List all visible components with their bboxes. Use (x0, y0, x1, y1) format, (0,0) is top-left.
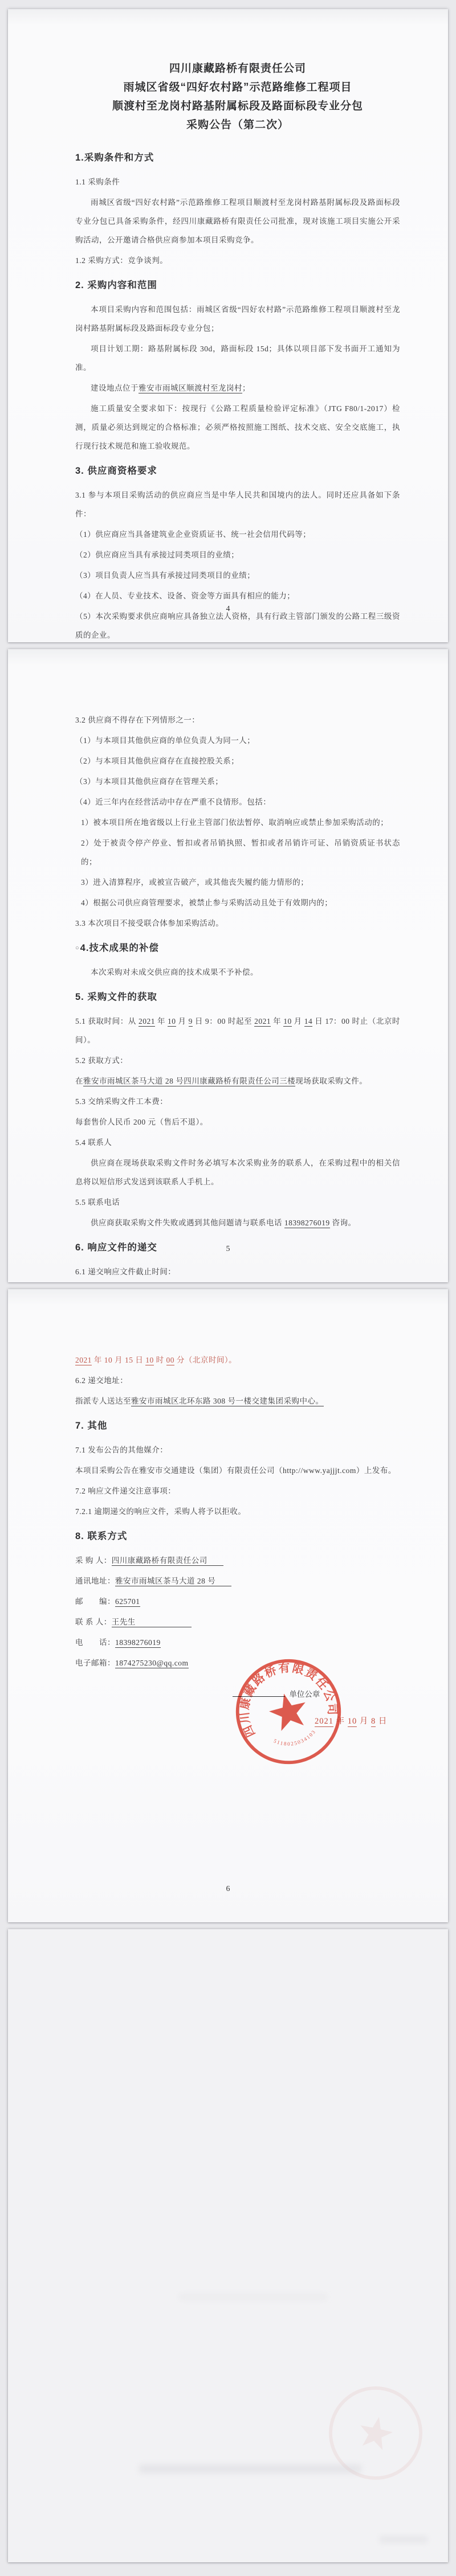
paragraph (75, 399, 400, 456)
text-run: 采 购 人： (75, 1556, 112, 1565)
seal-star-icon (266, 1689, 311, 1733)
paragraph (75, 873, 400, 892)
text-run: 月 (291, 1017, 304, 1026)
text-run: 3.2 供应商不得存在下列情形之一： (75, 716, 200, 724)
page-3-content (8, 1351, 448, 1672)
text-run: 雅安市雨城区茶马大道 28 号 (115, 1577, 232, 1585)
text-run: 现场获取采购文件。 (295, 1077, 368, 1085)
paragraph (75, 1592, 400, 1611)
section-heading (75, 1527, 400, 1546)
text-run: 10 (145, 1356, 154, 1364)
text-run: 年 (271, 1017, 284, 1026)
text-run: 四川康藏路桥有限责任公司 (111, 1556, 223, 1565)
title-line: 采购公告（第二次） (186, 119, 289, 131)
text-run: 电 话： (75, 1638, 115, 1647)
text-run: 咨询。 (329, 1219, 356, 1227)
text-run: （2）与本项目其他供应商存在直接控股关系； (75, 757, 239, 765)
text-run: 7.1 发布公告的其他媒介： (75, 1446, 168, 1454)
seal-company-text: 四川康藏路桥有限责任公司 (238, 1662, 339, 1739)
stamp-date-sep: 年 (333, 1717, 348, 1726)
section-heading (75, 148, 400, 167)
paragraph (75, 1072, 400, 1090)
paragraph (75, 963, 400, 982)
paragraph (75, 379, 400, 397)
text-run: 本项目采购公告在雅安市交通建设（集团）有限责任公司（http://www.yajjjt.com）上发布。 (75, 1466, 396, 1475)
text-run: 1.1 采购条件 (75, 178, 120, 186)
text-run: 雅安市雨城区北环东路 308 号一楼交建集团采购中心。 (131, 1397, 324, 1405)
title-line: 顺渡村至龙岗村路基附属标段及路面标段专业分包 (112, 100, 363, 112)
stamp-date-sep: 月 (357, 1717, 371, 1726)
page-number: 4 (226, 605, 230, 613)
checkbox-mark-artifact: ○ (75, 945, 80, 951)
stamp-date-year: 2021 (315, 1717, 333, 1726)
text-run: （5）本次采购要求供应商响应具备独立法人资格，具有行政主管部门颁发的公路工程三级资质的企业。 (75, 612, 400, 639)
paragraph (75, 545, 400, 564)
text-run: 3. 供应商资格要求 (75, 466, 157, 476)
text-run: 00 (166, 1356, 174, 1364)
text-run: 9 (188, 1017, 193, 1026)
text-run: （2）供应商应当具有承接过同类项目的业绩； (75, 551, 239, 559)
section-heading (75, 461, 400, 481)
text-run: 指派专人送达至 (75, 1397, 131, 1405)
paragraph (75, 1482, 400, 1500)
paragraph (75, 1051, 400, 1070)
text-run: 5. 采购文件的获取 (75, 992, 157, 1002)
text-run: 年 10 月 15 日 (92, 1356, 146, 1364)
paragraph (75, 1613, 400, 1631)
paragraph (75, 772, 400, 791)
text-run: 5.3 交纳采购文件工本费： (75, 1097, 168, 1106)
document-page-4 (8, 1929, 448, 2562)
text-run: 在 (75, 1077, 83, 1085)
text-run: 10 (168, 1017, 176, 1026)
text-run: 施工质量安全要求如下：按现行《公路工程质量检验评定标准》（JTG F80/1-2017）检测，质量必须达到规定的合格标准；必须严格按照施工图纸、技术交底、安全交底施工，执行现行技术规范和施工验收规范。 (75, 404, 400, 450)
paragraph (75, 793, 400, 811)
text-run: 2021 (138, 1017, 155, 1026)
text-run: 雅安市雨城区顺渡村至龙岗村 (139, 384, 242, 392)
text-run: 通讯地址： (75, 1577, 115, 1585)
paragraph (75, 1551, 400, 1570)
section-heading (75, 1416, 400, 1435)
text-run: 5.4 联系人 (75, 1138, 112, 1147)
paragraph (75, 300, 400, 338)
text-run: 18398276019 (115, 1638, 161, 1647)
page-1-content (8, 59, 448, 642)
section-heading (75, 987, 400, 1007)
paragraph (75, 1193, 400, 1212)
section-heading (75, 276, 400, 295)
paragraph (75, 834, 400, 871)
text-run: （4）近三年内在经营活动中存在严重不良情形。包括： (75, 798, 271, 806)
text-run: 2021 (75, 1356, 92, 1364)
text-run: 1）被本项目所在地省级以上行业主管部门依法暂停、取消响应或禁止参加采购活动的； (81, 818, 389, 827)
text-run: 雨城区省级“四好农村路”示范路维修工程项目顺渡村至龙岗村路基附属标段及路面标段专业分包已具备采购条件，经四川康藏路桥有限责任公司批准，现对该施工项目实施公开采购活动，公开邀请合格供应商参加本项目采购竞争。 (75, 198, 400, 244)
text-run: 供应商获取采购文件失败或遇到其他问题请与联系电话 (91, 1219, 284, 1227)
text-run: 1.2 采购方式：竞争谈判。 (75, 256, 168, 265)
text-run: 6. 响应文件的递交 (75, 1242, 157, 1253)
bleed-through-smudge (179, 2294, 327, 2300)
text-run: 月 (176, 1017, 189, 1026)
text-run: 4.技术成果的补偿 (80, 943, 159, 953)
text-run: 供应商在现场获取采购文件时务必填写本次采购业务的联系人，在采购过程中的相关信息将以短信形式发送到该联系人手机上。 (75, 1159, 400, 1186)
stamp-date-day: 8 (371, 1717, 376, 1726)
text-run: 分（北京时间）。 (174, 1356, 237, 1364)
text-run: 1874275230@qq.com (115, 1659, 189, 1667)
text-run: 6.1 递交响应文件截止时间： (75, 1268, 176, 1276)
paragraph (75, 1012, 400, 1049)
stamp-date-month: 10 (347, 1717, 357, 1726)
paragraph (75, 1633, 400, 1652)
text-run: 年 (154, 1017, 168, 1026)
text-run: 时 (153, 1356, 166, 1364)
text-run: （3）与本项目其他供应商存在管理关系； (75, 777, 223, 786)
paragraph (75, 193, 400, 249)
text-run: 625701 (115, 1597, 140, 1606)
paragraph (75, 1262, 400, 1281)
page-number: 5 (226, 1245, 230, 1253)
text-run: 2. 采购内容和范围 (75, 280, 157, 290)
text-run: （1）供应商应当具备建筑业企业资质证书、统一社会信用代码等； (75, 530, 311, 539)
paragraph (75, 1154, 400, 1191)
bleed-through-smudge (380, 2536, 427, 2543)
paragraph (75, 711, 400, 729)
seal-code-text: 5118025034103 (272, 1728, 317, 1747)
stamp-date (315, 1714, 387, 1726)
paragraph (75, 1351, 400, 1369)
text-run: 7.2.1 逾期递交的响应文件，采购人将予以拒收。 (75, 1507, 246, 1516)
text-run: ； (242, 384, 250, 392)
page-number: 6 (226, 1885, 230, 1893)
text-run: 日 9：00 时起至 (192, 1017, 255, 1026)
paragraph (75, 1213, 400, 1232)
text-run: 本项目采购内容和范围包括：雨城区省级“四好农村路”示范路维修工程项目顺渡村至龙岗村路基附属标段及路面标段专业分包； (75, 305, 400, 333)
document-title (75, 59, 400, 134)
text-run: （3）项目负责人应当具有承接过同类项目的业绩； (75, 571, 255, 580)
text-run: 3）进入清算程序，或被宣告破产，或其他丧失履约能力情形的； (81, 878, 309, 887)
title-line: 四川康藏路桥有限责任公司 (169, 63, 306, 75)
document-page-2 (8, 649, 448, 1282)
paragraph (75, 339, 400, 377)
paragraph (75, 1502, 400, 1521)
paragraph (75, 731, 400, 750)
paragraph (75, 525, 400, 544)
paragraph (75, 914, 400, 933)
paragraph (75, 1441, 400, 1459)
text-run: 10 (283, 1017, 292, 1026)
text-run: 日 17：00 时止（北京时间）。 (75, 1017, 401, 1044)
text-run: 雅安市雨城区茶马大道 28 号四川康藏路桥有限责任公司三楼 (83, 1077, 296, 1085)
text-run: 8. 联系方式 (75, 1531, 128, 1541)
paragraph (75, 586, 400, 605)
text-run: 6.2 递交地址： (75, 1376, 128, 1385)
text-run: 3.3 本次项目不接受联合体参加采购活动。 (75, 919, 224, 928)
text-run: （1）与本项目其他供应商的单位负责人为同一人； (75, 736, 255, 745)
text-run: 建设地点位于 (91, 384, 139, 392)
stamp-date-sep: 日 (376, 1717, 388, 1726)
text-run: 王先生 (111, 1618, 192, 1626)
paragraph (75, 251, 400, 270)
document-page-1 (8, 9, 448, 642)
text-run: 电子邮箱： (75, 1659, 115, 1667)
text-run: 5.5 联系电话 (75, 1198, 120, 1207)
text-run: 5.1 获取时间：从 (75, 1017, 139, 1026)
bleed-through-smudge (139, 2464, 361, 2474)
text-run: 7.2 响应文件递交注意事项： (75, 1487, 176, 1495)
paragraph (75, 566, 400, 585)
stamp-label: 单位公章 (289, 1690, 320, 1699)
document-page-3 (8, 1289, 448, 1922)
text-run: 2）处于被责令停产停业、暂扣或者吊销执照、暂扣或者吊销许可证、吊销资质证书状态的； (81, 839, 400, 866)
paragraph (75, 486, 400, 523)
paragraph (75, 1371, 400, 1390)
paragraph (75, 1461, 400, 1480)
paragraph (75, 752, 400, 770)
text-run: 4）根据公司供应商管理要求，被禁止参与采购活动且处于有效期内的； (81, 899, 333, 907)
section-heading (75, 938, 400, 958)
text-run: 项目计划工期：路基附属标段 30d，路面标段 15d；具体以项目部下发书面开工通知为准。 (75, 344, 400, 372)
text-run: 18398276019 (284, 1219, 330, 1227)
text-run: （4）在人员、专业技术、设备、资金等方面具有相应的能力； (75, 592, 295, 600)
paragraph (75, 173, 400, 191)
paragraph (75, 1113, 400, 1131)
text-run: 3.1 参与本项目采购活动的供应商应当是中华人民共和国境内的法人。同时还应具备如下条件： (75, 491, 400, 518)
text-run: 1.采购条件和方式 (75, 153, 154, 163)
page-2-content (8, 711, 448, 1281)
text-run: 本次采购对未成交供应商的技术成果不予补偿。 (91, 968, 258, 977)
paragraph (75, 1572, 400, 1590)
paragraph (75, 893, 400, 912)
title-line: 雨城区省级“四好农村路”示范路维修工程项目 (123, 81, 352, 93)
svg-text:5118025034103 (272, 1728, 319, 1751)
paragraph (75, 1392, 400, 1410)
text-run: 每套售价人民币 200 元（售后不退）。 (75, 1118, 208, 1126)
text-run: 7. 其他 (75, 1421, 108, 1431)
paragraph (75, 813, 400, 832)
text-run: 14 (304, 1017, 313, 1026)
paragraph (75, 1133, 400, 1152)
text-run: 邮 编： (75, 1597, 115, 1606)
text-run: 2021 (254, 1017, 271, 1026)
text-run: 联 系 人： (75, 1618, 112, 1626)
paragraph (75, 1092, 400, 1111)
text-run: 5.2 获取方式： (75, 1056, 128, 1065)
